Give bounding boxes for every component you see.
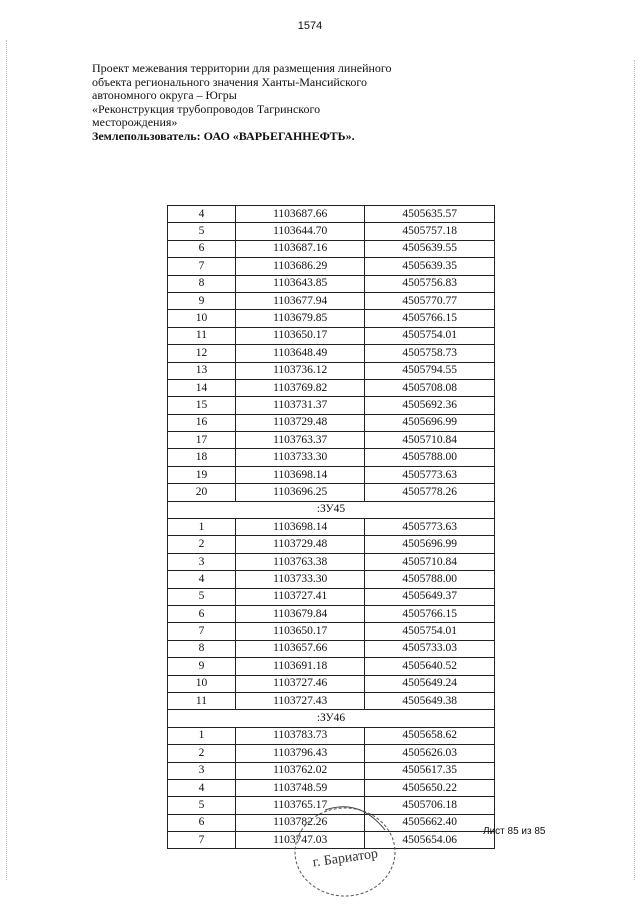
point-number: 12 bbox=[168, 345, 236, 362]
y-coordinate: 4505662.40 bbox=[365, 814, 495, 831]
document-header bbox=[92, 62, 432, 143]
point-number: 18 bbox=[168, 449, 236, 466]
y-coordinate: 4505788.00 bbox=[365, 449, 495, 466]
y-coordinate: 4505757.18 bbox=[365, 223, 495, 240]
x-coordinate: 1103644.70 bbox=[235, 223, 365, 240]
table-row bbox=[168, 414, 495, 431]
point-number: 8 bbox=[168, 640, 236, 657]
x-coordinate: 1103765.17 bbox=[235, 797, 365, 814]
x-coordinate: 1103736.12 bbox=[235, 362, 365, 379]
table-row bbox=[168, 379, 495, 396]
x-coordinate: 1103727.46 bbox=[235, 675, 365, 692]
point-number: 7 bbox=[168, 258, 236, 275]
x-coordinate: 1103733.30 bbox=[235, 449, 365, 466]
table-row bbox=[168, 275, 495, 292]
point-number: 15 bbox=[168, 397, 236, 414]
y-coordinate: 4505773.63 bbox=[365, 466, 495, 483]
y-coordinate: 4505654.06 bbox=[365, 832, 495, 849]
y-coordinate: 4505626.03 bbox=[365, 745, 495, 762]
point-number: 4 bbox=[168, 571, 236, 588]
y-coordinate: 4505692.36 bbox=[365, 397, 495, 414]
point-number: 11 bbox=[168, 327, 236, 344]
point-number: 10 bbox=[168, 675, 236, 692]
x-coordinate: 1103782.26 bbox=[235, 814, 365, 831]
scan-edge-left bbox=[6, 40, 8, 880]
x-coordinate: 1103731.37 bbox=[235, 397, 365, 414]
table-row bbox=[168, 327, 495, 344]
y-coordinate: 4505640.52 bbox=[365, 658, 495, 675]
signature-stamp bbox=[290, 800, 400, 900]
y-coordinate: 4505639.55 bbox=[365, 240, 495, 257]
y-coordinate: 4505756.83 bbox=[365, 275, 495, 292]
y-coordinate: 4505696.99 bbox=[365, 536, 495, 553]
coordinates-table bbox=[167, 205, 495, 849]
page-number: 1574 bbox=[297, 20, 323, 32]
point-number: 6 bbox=[168, 814, 236, 831]
table-row bbox=[168, 449, 495, 466]
x-coordinate: 1103648.49 bbox=[235, 345, 365, 362]
x-coordinate: 1103729.48 bbox=[235, 414, 365, 431]
x-coordinate: 1103729.48 bbox=[235, 536, 365, 553]
point-number: 4 bbox=[168, 206, 236, 223]
table-row bbox=[168, 519, 495, 536]
point-number: 7 bbox=[168, 832, 236, 849]
y-coordinate: 4505617.35 bbox=[365, 762, 495, 779]
y-coordinate: 4505788.00 bbox=[365, 571, 495, 588]
table-row bbox=[168, 623, 495, 640]
table-row bbox=[168, 779, 495, 796]
point-number: 8 bbox=[168, 275, 236, 292]
y-coordinate: 4505794.55 bbox=[365, 362, 495, 379]
y-coordinate: 4505706.18 bbox=[365, 797, 495, 814]
x-coordinate: 1103686.29 bbox=[235, 258, 365, 275]
section-label: :ЗУ45 bbox=[168, 501, 495, 518]
table-row bbox=[168, 745, 495, 762]
point-number: 17 bbox=[168, 432, 236, 449]
x-coordinate: 1103769.82 bbox=[235, 379, 365, 396]
point-number: 9 bbox=[168, 292, 236, 309]
table-row bbox=[168, 345, 495, 362]
x-coordinate: 1103679.84 bbox=[235, 605, 365, 622]
table-row bbox=[168, 727, 495, 744]
x-coordinate: 1103747.03 bbox=[235, 832, 365, 849]
header-line: объекта регионального значения Ханты-Мансийского bbox=[92, 74, 367, 89]
table-row bbox=[168, 310, 495, 327]
y-coordinate: 4505770.77 bbox=[365, 292, 495, 309]
table-row bbox=[168, 762, 495, 779]
section-row bbox=[168, 501, 495, 518]
x-coordinate: 1103748.59 bbox=[235, 779, 365, 796]
x-coordinate: 1103687.66 bbox=[235, 206, 365, 223]
y-coordinate: 4505639.35 bbox=[365, 258, 495, 275]
y-coordinate: 4505649.37 bbox=[365, 588, 495, 605]
point-number: 6 bbox=[168, 605, 236, 622]
stamp-text: г. Бариатор bbox=[311, 846, 379, 871]
table-row bbox=[168, 675, 495, 692]
point-number: 11 bbox=[168, 692, 236, 709]
table-row bbox=[168, 484, 495, 501]
x-coordinate: 1103796.43 bbox=[235, 745, 365, 762]
y-coordinate: 4505733.03 bbox=[365, 640, 495, 657]
point-number: 19 bbox=[168, 466, 236, 483]
y-coordinate: 4505778.26 bbox=[365, 484, 495, 501]
point-number: 13 bbox=[168, 362, 236, 379]
point-number: 16 bbox=[168, 414, 236, 431]
y-coordinate: 4505710.84 bbox=[365, 432, 495, 449]
x-coordinate: 1103698.14 bbox=[235, 466, 365, 483]
header-line: месторождения» bbox=[92, 115, 178, 129]
y-coordinate: 4505754.01 bbox=[365, 327, 495, 344]
table-row bbox=[168, 223, 495, 240]
point-number: 2 bbox=[168, 745, 236, 762]
y-coordinate: 4505708.08 bbox=[365, 379, 495, 396]
point-number: 3 bbox=[168, 553, 236, 570]
point-number: 20 bbox=[168, 484, 236, 501]
x-coordinate: 1103733.30 bbox=[235, 571, 365, 588]
x-coordinate: 1103762.02 bbox=[235, 762, 365, 779]
table-row bbox=[168, 658, 495, 675]
x-coordinate: 1103679.85 bbox=[235, 310, 365, 327]
table-row bbox=[168, 571, 495, 588]
point-number: 9 bbox=[168, 658, 236, 675]
y-coordinate: 4505635.57 bbox=[365, 206, 495, 223]
table-row bbox=[168, 397, 495, 414]
sheet-label: Лист 85 из 85 bbox=[483, 826, 546, 837]
table-row bbox=[168, 432, 495, 449]
point-number: 3 bbox=[168, 762, 236, 779]
point-number: 10 bbox=[168, 310, 236, 327]
x-coordinate: 1103643.85 bbox=[235, 275, 365, 292]
table-row bbox=[168, 258, 495, 275]
y-coordinate: 4505696.99 bbox=[365, 414, 495, 431]
header-line: автономного округа – Югры bbox=[92, 88, 237, 102]
table-row bbox=[168, 536, 495, 553]
x-coordinate: 1103727.41 bbox=[235, 588, 365, 605]
y-coordinate: 4505649.24 bbox=[365, 675, 495, 692]
y-coordinate: 4505710.84 bbox=[365, 553, 495, 570]
section-label: :ЗУ46 bbox=[168, 710, 495, 727]
x-coordinate: 1103657.66 bbox=[235, 640, 365, 657]
x-coordinate: 1103696.25 bbox=[235, 484, 365, 501]
y-coordinate: 4505773.63 bbox=[365, 519, 495, 536]
y-coordinate: 4505754.01 bbox=[365, 623, 495, 640]
y-coordinate: 4505766.15 bbox=[365, 605, 495, 622]
table-row bbox=[168, 466, 495, 483]
point-number: 5 bbox=[168, 223, 236, 240]
point-number: 6 bbox=[168, 240, 236, 257]
point-number: 14 bbox=[168, 379, 236, 396]
x-coordinate: 1103691.18 bbox=[235, 658, 365, 675]
table-row bbox=[168, 292, 495, 309]
x-coordinate: 1103763.37 bbox=[235, 432, 365, 449]
y-coordinate: 4505650.22 bbox=[365, 779, 495, 796]
y-coordinate: 4505649.38 bbox=[365, 692, 495, 709]
y-coordinate: 4505766.15 bbox=[365, 310, 495, 327]
y-coordinate: 4505658.62 bbox=[365, 727, 495, 744]
x-coordinate: 1103783.73 bbox=[235, 727, 365, 744]
table-row bbox=[168, 553, 495, 570]
section-row bbox=[168, 710, 495, 727]
land-user: Землепользователь: ОАО «ВАРЬЕГАННЕФТЬ». bbox=[92, 128, 355, 143]
x-coordinate: 1103727.43 bbox=[235, 692, 365, 709]
x-coordinate: 1103687.16 bbox=[235, 240, 365, 257]
x-coordinate: 1103650.17 bbox=[235, 623, 365, 640]
header-line: «Реконструкция трубопроводов Тагринского bbox=[92, 101, 321, 116]
point-number: 2 bbox=[168, 536, 236, 553]
point-number: 1 bbox=[168, 727, 236, 744]
table-row bbox=[168, 640, 495, 657]
point-number: 7 bbox=[168, 623, 236, 640]
scan-edge-right bbox=[634, 60, 636, 880]
header-line: Проект межевания территории для размещения линейного bbox=[92, 61, 392, 75]
x-coordinate: 1103650.17 bbox=[235, 327, 365, 344]
x-coordinate: 1103763.38 bbox=[235, 553, 365, 570]
table-row bbox=[168, 362, 495, 379]
point-number: 1 bbox=[168, 519, 236, 536]
table-row bbox=[168, 605, 495, 622]
table-row bbox=[168, 206, 495, 223]
x-coordinate: 1103677.94 bbox=[235, 292, 365, 309]
table-row bbox=[168, 692, 495, 709]
point-number: 4 bbox=[168, 779, 236, 796]
y-coordinate: 4505758.73 bbox=[365, 345, 495, 362]
table-row bbox=[168, 240, 495, 257]
point-number: 5 bbox=[168, 588, 236, 605]
point-number: 5 bbox=[168, 797, 236, 814]
x-coordinate: 1103698.14 bbox=[235, 519, 365, 536]
table-row bbox=[168, 588, 495, 605]
